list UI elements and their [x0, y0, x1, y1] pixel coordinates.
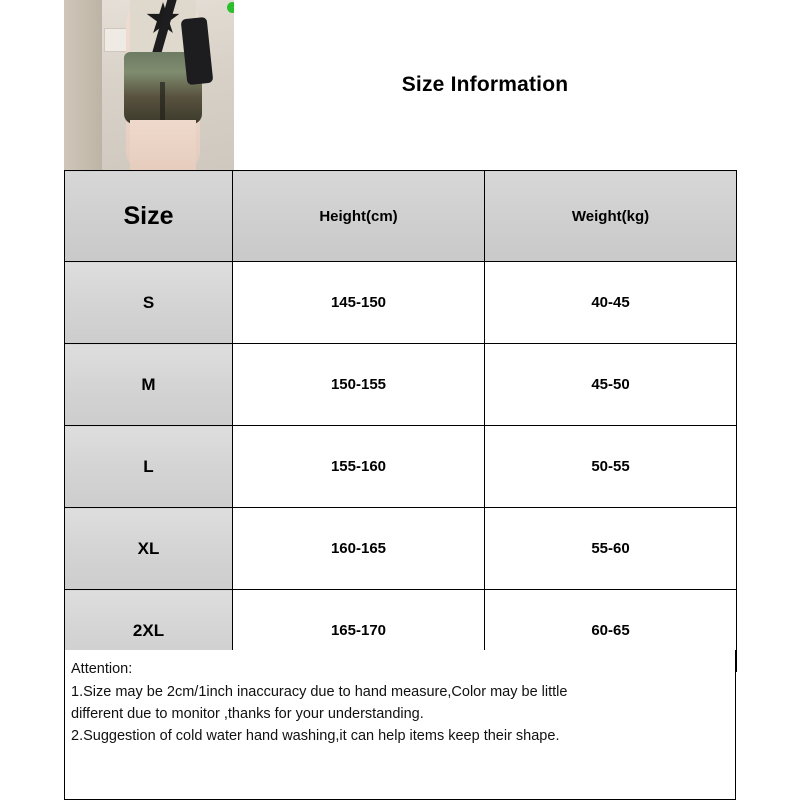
cell-size: S: [65, 262, 233, 344]
cell-weight: 40-45: [485, 262, 737, 344]
table-body: [65, 262, 737, 672]
cell-height: 145-150: [233, 262, 485, 344]
cell-height: 155-160: [233, 426, 485, 508]
table-row: [65, 262, 737, 344]
title-area: [234, 0, 736, 170]
cell-size: M: [65, 344, 233, 426]
attention-box: [64, 650, 736, 800]
green-dot-icon: [227, 2, 234, 13]
column-header-size: Size: [65, 171, 233, 262]
header-band: [64, 0, 736, 170]
cell-size: 2XL: [65, 590, 233, 672]
attention-heading: Attention:: [71, 661, 133, 677]
attention-line-1: 1.Size may be 2cm/1inch inaccuracy due to hand measure,Color may be little: [71, 684, 568, 701]
attention-line-3: 2.Suggestion of cold water hand washing,it can help items keep their shape.: [71, 728, 560, 745]
page-title: Size Information: [401, 73, 569, 96]
cell-height: 165-170: [233, 590, 485, 672]
table-row: [65, 508, 737, 590]
cell-weight: 55-60: [485, 508, 737, 590]
cell-size: XL: [65, 508, 233, 590]
cell-weight: 45-50: [485, 344, 737, 426]
cell-height: 160-165: [233, 508, 485, 590]
photo-door: [64, 0, 102, 170]
cell-weight: 50-55: [485, 426, 737, 508]
size-table: [64, 170, 737, 672]
attention-line-2: different due to monitor ,thanks for your understanding.: [71, 706, 424, 723]
table-row: [65, 344, 737, 426]
product-photo: [64, 0, 234, 170]
table-header-row: [65, 171, 737, 262]
photo-model-legs: [130, 120, 196, 170]
column-header-height: Height(cm): [233, 171, 485, 262]
cell-weight: 60-65: [485, 590, 737, 672]
column-header-weight: Weight(kg): [485, 171, 737, 262]
table-row: [65, 426, 737, 508]
cell-height: 150-155: [233, 344, 485, 426]
table-header: [65, 171, 737, 262]
cell-size: L: [65, 426, 233, 508]
